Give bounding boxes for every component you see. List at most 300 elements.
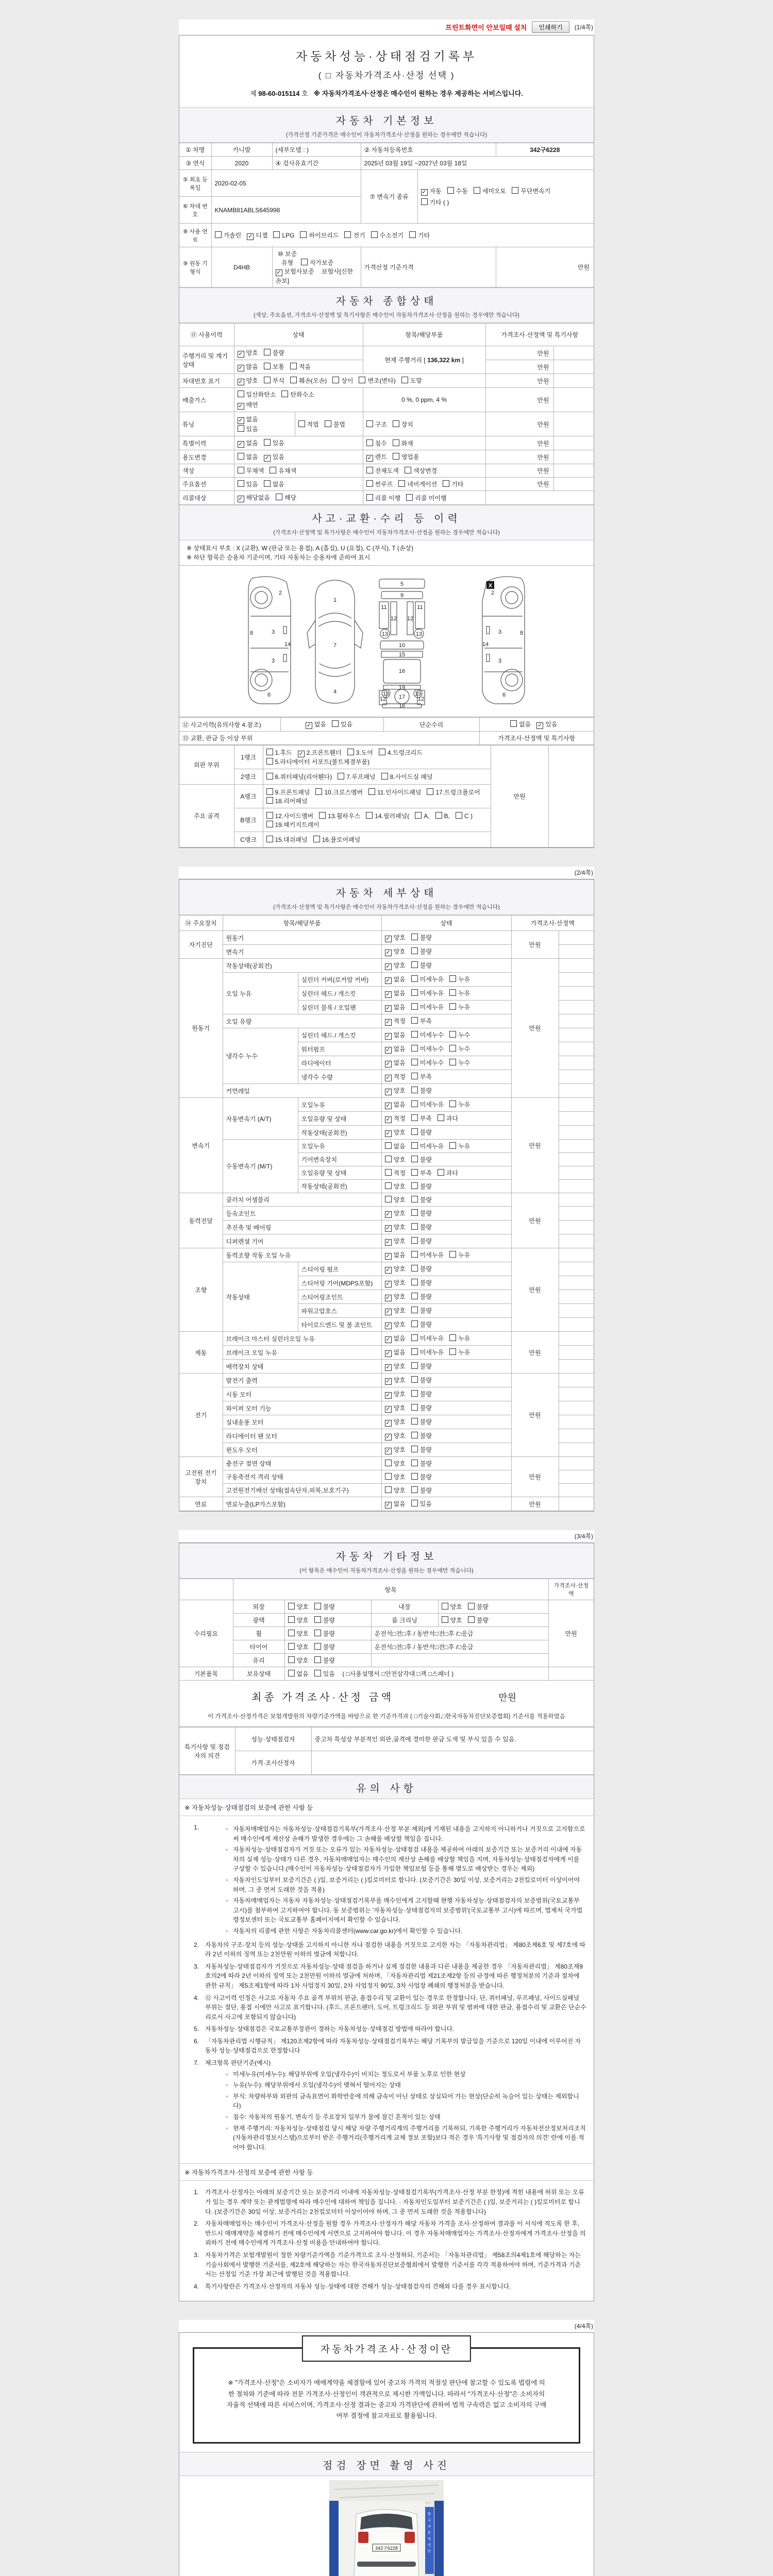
col-empty xyxy=(179,1579,233,1600)
field-inspection-label: ④ 검사유효기간 xyxy=(272,157,361,170)
checkbox-option xyxy=(385,947,406,956)
checkbox-icon xyxy=(385,1196,392,1202)
accident-history-table xyxy=(179,717,594,745)
checkbox-option xyxy=(447,187,468,195)
bullet-icon: ◦ xyxy=(226,1846,228,1854)
notice-item-text: 「자동차관리법 시행규칙」 제120조제2항에 따라 자동차성능·상태점검기록부는 해당 기록부의 발급일을 기준으로 120일 이내에 이루어진 자동차 성능·상태점검으로 한정합니다 xyxy=(205,2037,581,2055)
row-mileage-status2 xyxy=(234,360,363,374)
extra-cell xyxy=(559,1443,594,1457)
checkbox-option xyxy=(385,1195,406,1204)
notice-item-number: 1. xyxy=(194,2189,199,2196)
checkbox-label: 양호 xyxy=(393,1418,406,1426)
checkbox-label: 세미오토 xyxy=(482,188,507,195)
checkbox-label: 양호 xyxy=(393,1307,406,1314)
status-options xyxy=(381,1346,511,1360)
checkbox-label: 양호 xyxy=(393,1363,406,1370)
col-item: 항목/해당부품 xyxy=(223,916,381,931)
checkbox-checked-icon: ✓ xyxy=(385,1061,391,1067)
notice-sub-text: 부식: 차량하부와 외판의 금속표면이 화학반응에 의해 금속이 아닌 상태로 상실되어 가는 현상(단순히 녹슬어 있는 상태는 제외합니다) xyxy=(233,2092,579,2110)
checkbox-option xyxy=(385,1292,406,1301)
checkbox-icon xyxy=(366,494,373,501)
subitem-label: 실린더 커버(로커암 커버) xyxy=(298,973,381,987)
checkbox-option xyxy=(385,1486,406,1495)
checkbox-option xyxy=(393,439,413,448)
extra-cell xyxy=(559,1332,594,1346)
checkbox-checked-icon: ✓ xyxy=(385,1448,391,1454)
checkbox-icon xyxy=(456,812,462,819)
checkbox-option xyxy=(449,1348,470,1357)
checkbox-label: 불량 xyxy=(419,1279,432,1286)
checkbox-label: 부족 xyxy=(419,1018,432,1025)
col-price: 가격조사·산정액 xyxy=(511,916,594,931)
checkbox-label: 19.패키지트레이 xyxy=(275,821,320,828)
checkbox-option xyxy=(438,1168,458,1177)
extra-cell xyxy=(559,1276,594,1290)
checkbox-icon xyxy=(411,1045,418,1052)
checkbox-label: 해당없음 xyxy=(246,494,270,501)
extra-cell xyxy=(553,450,594,464)
notice-sub-item xyxy=(226,1824,586,1843)
row-polish-status xyxy=(284,1614,371,1627)
checkbox-option xyxy=(238,348,258,358)
checkbox-option xyxy=(385,1459,406,1468)
checkbox-option xyxy=(385,1128,406,1137)
checkbox-option xyxy=(411,1431,432,1440)
checkbox-label: 17.트렁크플로어 xyxy=(435,788,480,796)
checkbox-icon xyxy=(438,1114,444,1121)
checkbox-icon xyxy=(238,453,244,460)
checkbox-option xyxy=(411,1016,432,1025)
svg-text:3: 3 xyxy=(271,629,275,635)
checkbox-label: 기타 ( ) xyxy=(429,199,449,206)
checkbox-option xyxy=(238,438,258,448)
checkbox-icon xyxy=(273,231,280,238)
checkbox-option xyxy=(411,1236,432,1245)
checkbox-label: 불량 xyxy=(419,1432,432,1439)
checkbox-checked-icon: ✓ xyxy=(385,1033,391,1039)
checkbox-icon xyxy=(449,975,456,982)
checkbox-checked-icon: ✓ xyxy=(385,1225,391,1231)
checkbox-option xyxy=(385,1389,406,1399)
checkbox-label: 양호 xyxy=(296,1630,309,1637)
checkbox-option xyxy=(385,1250,406,1260)
item-label: 윈도우 모터 xyxy=(223,1443,381,1457)
checkbox-checked-icon: ✓ xyxy=(385,1089,391,1095)
other-info-table xyxy=(179,1579,594,1681)
final-price-label: 최종 가격조사·산정 금액 xyxy=(251,1692,394,1703)
checkbox-label: 불량 xyxy=(419,1238,432,1245)
checkbox-label: 없음 xyxy=(246,439,258,447)
rank2-label: 2랭크 xyxy=(234,769,263,785)
checkbox-option xyxy=(385,1142,406,1150)
row-tire-label: 타이어 xyxy=(233,1640,284,1654)
extra-cell xyxy=(553,478,594,491)
checkbox-icon xyxy=(411,1446,418,1452)
checkbox-label: 침수 xyxy=(375,439,387,447)
checkbox-label: 없음 xyxy=(393,990,406,997)
checkbox-icon xyxy=(366,467,373,473)
checkbox-icon xyxy=(449,1059,456,1065)
checkbox-label: 미세누유 xyxy=(419,1004,444,1011)
row-exchange-header: ⑬ 교환, 판금 등 이상 부위 xyxy=(179,732,479,745)
checkbox-icon xyxy=(238,391,244,397)
checkbox-option xyxy=(411,1499,432,1508)
item-label: 변속기 xyxy=(223,945,381,959)
checkbox-option xyxy=(449,1058,470,1067)
checkbox-option xyxy=(300,231,339,240)
checkbox-option xyxy=(266,757,370,766)
checkbox-checked-icon: ✓ xyxy=(276,269,281,276)
checkbox-option xyxy=(266,748,292,757)
status-options xyxy=(381,973,511,987)
checkbox-checked-icon: ✓ xyxy=(385,1103,391,1109)
checkbox-option xyxy=(385,1472,406,1481)
notice-item-number: 3. xyxy=(194,1962,199,1970)
status-options xyxy=(381,1140,511,1153)
checkbox-icon xyxy=(421,198,428,205)
row-mileage-value xyxy=(363,346,485,374)
checkbox-icon xyxy=(449,1031,456,1038)
extra-cell xyxy=(553,374,594,388)
section-subtitle: (가격조사·산정액 및 특기사항은 매수인이 자동차가격조사·산정을 원하는 경우에만 적습니다) xyxy=(273,530,500,536)
status-options xyxy=(381,931,511,945)
checkbox-option xyxy=(411,1250,444,1259)
extra-cell xyxy=(559,1429,594,1443)
row-mileage-status1 xyxy=(234,346,363,360)
detail-row xyxy=(179,1098,594,1112)
checkbox-option xyxy=(393,452,419,461)
checkbox-checked-icon: ✓ xyxy=(422,189,427,195)
subitem-label: 실린더 헤드 / 개스킷 xyxy=(298,987,381,1001)
checkbox-option xyxy=(385,1278,406,1287)
checkbox-icon xyxy=(332,377,339,383)
checkbox-label: 불량 xyxy=(419,1404,432,1412)
status-options xyxy=(381,1193,511,1207)
checkbox-label: 불량 xyxy=(419,1377,432,1384)
rank1-options xyxy=(263,745,491,769)
extra-cell xyxy=(559,1042,594,1056)
extra-cell xyxy=(559,1387,594,1401)
extra-cell xyxy=(559,1290,594,1304)
checkbox-icon xyxy=(411,1156,418,1162)
checkbox-option xyxy=(338,772,375,781)
checkbox-label: 없음 xyxy=(246,453,258,461)
checkbox-option xyxy=(276,493,296,502)
checkbox-label: 불량 xyxy=(419,1156,432,1163)
item-label: 고전원전기배선 상태(접속단자,피복,보호기구) xyxy=(223,1484,381,1497)
checkbox-label: 11.인사이드패널 xyxy=(377,788,422,796)
checkbox-option xyxy=(247,231,267,240)
item-label: 동력조향 작동 오일 누유 xyxy=(223,1248,381,1262)
state-code-legend xyxy=(179,540,594,566)
checkbox-icon xyxy=(411,1432,418,1438)
row-vin-mark-status xyxy=(234,374,485,388)
rankB-options xyxy=(263,808,491,832)
extra-cell xyxy=(559,1415,594,1429)
checkbox-label: 18.리어패널 xyxy=(275,797,308,805)
extra-cell xyxy=(559,1166,594,1180)
checkbox-icon xyxy=(385,1156,392,1162)
section-subtitle: (가격조사·산정액 및 특기사항은 매수인이 자동차가격조사·산정을 원하는 경우에만 적습니다) xyxy=(273,904,500,910)
checkbox-option xyxy=(238,376,258,385)
item-label: 충전구 절연 상태 xyxy=(223,1457,381,1470)
checkbox-option xyxy=(288,1602,309,1611)
checkbox-label: 양호 xyxy=(393,1210,406,1217)
checkbox-icon xyxy=(411,1182,418,1189)
notice-item-number: 2. xyxy=(194,2220,199,2228)
checkbox-label: 적음 xyxy=(298,363,311,370)
print-button[interactable]: 인쇄하기 xyxy=(532,21,569,33)
checkbox-icon xyxy=(411,1142,418,1149)
svg-text:17: 17 xyxy=(398,694,406,700)
checkbox-icon xyxy=(411,1196,418,1202)
row-glass-status xyxy=(284,1654,371,1667)
checkbox-label: 구조 xyxy=(375,420,387,428)
row-options-label: 주요옵션 xyxy=(179,478,234,491)
checkbox-option xyxy=(325,420,345,429)
field-transmission-options xyxy=(417,170,594,224)
checkbox-icon xyxy=(449,1334,456,1341)
checkbox-label: 양호 xyxy=(393,1156,406,1163)
checkbox-option xyxy=(393,420,413,429)
item-label: 와이퍼 모터 기능 xyxy=(223,1401,381,1415)
row-usage-change-items xyxy=(363,450,485,464)
checkbox-option xyxy=(449,1142,470,1150)
subitem-label: 파워고압호스 xyxy=(298,1304,381,1318)
checkbox-option xyxy=(411,1264,432,1273)
service-note: ※ 자동차가격조사·산정은 매수인이 원하는 경우 제공하는 서비스입니다. xyxy=(313,90,523,97)
checkbox-icon xyxy=(264,363,271,369)
checkbox-checked-icon: ✓ xyxy=(385,1392,391,1398)
row-interior-label: 내장 xyxy=(371,1600,438,1614)
field-fuel-label: ⑧ 사용 연료 xyxy=(179,224,211,247)
checkbox-icon xyxy=(264,377,271,383)
checkbox-option xyxy=(411,1142,444,1150)
checkbox-label: 과다 xyxy=(446,1170,459,1177)
svg-text:13: 13 xyxy=(382,691,390,697)
item-label: 작동상태 xyxy=(223,1262,298,1332)
checkbox-label: 훼손(오손) xyxy=(298,377,327,384)
checkbox-label: 불량 xyxy=(419,1418,432,1426)
checkbox-label: 불량 xyxy=(419,1293,432,1300)
status-options xyxy=(381,1387,511,1401)
checkbox-icon xyxy=(338,773,344,779)
checkbox-icon xyxy=(447,187,454,194)
checkbox-icon xyxy=(288,1616,295,1623)
notice-item-number: 4. xyxy=(194,1994,199,2002)
checkbox-label: 적정 xyxy=(393,1018,406,1025)
svg-text:10: 10 xyxy=(398,642,406,649)
bullet-icon: ◦ xyxy=(226,2070,228,2078)
price-cell: 만원 xyxy=(485,374,553,388)
checkbox-label: 없음 xyxy=(296,1670,309,1677)
checkbox-label: 미세누유 xyxy=(419,1335,444,1342)
checkbox-label: 양호 xyxy=(296,1643,309,1651)
svg-text:3: 3 xyxy=(498,658,502,664)
detail-row xyxy=(179,1374,594,1387)
checkbox-icon xyxy=(288,1603,295,1609)
checkbox-label: 불량 xyxy=(323,1630,335,1637)
checkbox-label: 양호 xyxy=(246,349,258,357)
price-cell: 만원 xyxy=(511,1374,559,1457)
item-label: 냉각수 누수 xyxy=(223,1028,298,1084)
car-diagram-image xyxy=(237,571,536,709)
checkbox-option xyxy=(385,1030,406,1040)
row-roomcleaning-label: 룸 크리닝 xyxy=(371,1614,438,1627)
checkbox-option xyxy=(288,1642,309,1651)
checkbox-checked-icon: ✓ xyxy=(238,417,243,423)
item-label: 브레이크 마스터 실린더오일 누유 xyxy=(223,1332,381,1346)
checkbox-option xyxy=(385,1403,406,1413)
checkbox-label: 무채색 xyxy=(246,467,264,474)
checkbox-label: 양호 xyxy=(393,1087,406,1094)
checkbox-icon xyxy=(347,749,354,755)
checkbox-option xyxy=(449,1334,470,1343)
checkbox-label: 양호 xyxy=(393,934,406,941)
checkbox-icon xyxy=(411,1100,418,1107)
checkbox-option xyxy=(512,187,550,195)
checkbox-icon xyxy=(344,231,351,238)
checkbox-option xyxy=(313,835,361,844)
toolbar xyxy=(179,20,594,35)
status-options xyxy=(381,1332,511,1346)
checkbox-label: 불량 xyxy=(419,1196,432,1204)
document-wrapper xyxy=(179,0,594,2576)
checkbox-icon xyxy=(270,467,276,473)
row-polish-label: 광택 xyxy=(233,1614,284,1627)
svg-text:동: 동 xyxy=(427,2531,431,2535)
notice-item-text: 자동차성능·상태점검자가 거짓으로 자동차성능·상태 점검을 하거나 실제 점검한 내용과 다른 내용을 제공한 경우 「자동차관리법」 제80조제9호의2에 따라 2년 이하의 징역 또는 2천만원 이하의 벌금에 처하며, 「자동차관리법 제21조제2항 등의 규정에 따른 행정처분의 기준과 절차에 관한 규칙」 제5조제1항에 따라 1차 사업정지 30일, 2차 사업정지 90일, 3차 사업장 폐쇄의 행정처분을 받습니다. xyxy=(205,1962,583,1989)
svg-text:11: 11 xyxy=(417,604,423,611)
checkbox-icon xyxy=(301,259,308,265)
notice-sub-item xyxy=(226,2070,586,2079)
checkbox-checked-icon: ✓ xyxy=(238,351,243,357)
checkbox-label: 과다 xyxy=(446,1115,459,1122)
checkbox-label: 있음 xyxy=(545,721,558,728)
checkbox-option xyxy=(409,231,430,240)
extra-cell xyxy=(559,1248,594,1262)
checkbox-label: 해당 xyxy=(284,494,297,501)
row-accident-history-status xyxy=(280,718,383,732)
appraisal-definition-text: ※ "가격조사·산정"은 소비자가 매매계약을 체결함에 있어 중고차 가격의 적절성 판단에 참고할 수 있도록 법령에 의한 절차와 기준에 따라 전문 가격조사·산정인이 객관적으로 제시한 가액입니다. 따라서 "가격조사·산정"은 소비자의 자율적 선택에 따른 서비스이며, 가격조사·산정 결과는 중고차 가격판단에 관하여 법적 구속력은 없고 소비자의 구매여부 결정에 참고자료로 활용됩니다. xyxy=(226,2379,547,2420)
checkbox-option xyxy=(411,1100,444,1109)
detail-row xyxy=(179,1193,594,1207)
checkbox-label: 양호 xyxy=(393,1129,406,1136)
checkbox-label: 없음 xyxy=(393,1031,406,1039)
checkbox-label: 누유 xyxy=(458,1143,470,1150)
checkbox-option xyxy=(385,1100,406,1109)
checkbox-label: 유채색 xyxy=(278,467,297,474)
checkbox-checked-icon: ✓ xyxy=(385,963,391,970)
detail-row xyxy=(179,1248,594,1262)
checkbox-label: 있음 xyxy=(419,1500,432,1507)
checkbox-label: 누유 xyxy=(458,1251,470,1259)
checkbox-label: 누수 xyxy=(458,1059,470,1066)
notice-item-text: ⑫ 사고이력 인정은 사고로 자동차 주요 골격 부위의 판금, 용접수리 및 교환이 있는 경우로 한정합니다. 단, 쿼터패널, 루프패널, 사이드실패널 부위는 절단, 용접 시에만 사고로 표기합니다. (후드, 프론트펜더, 도어, 트렁크리드 등 외판 부위 및 범퍼에 대한 판금, 용접수리 및 교환은 단순수리로서 사고에 포함되지 않습니다) xyxy=(205,1994,586,2021)
install-print-helper-link[interactable]: 프린트화면이 안보일때 설치 xyxy=(445,24,527,31)
checkbox-icon xyxy=(411,1059,418,1065)
checkbox-option xyxy=(366,811,409,820)
checkbox-option xyxy=(238,425,292,433)
doc-no: 98-60-015114 xyxy=(258,90,300,97)
row-tire-detail: 운전석□전□후 / 동반석□전□후 /□응급 xyxy=(371,1640,548,1654)
checkbox-icon xyxy=(411,1114,418,1121)
checkbox-icon xyxy=(411,1223,418,1230)
status-options xyxy=(381,1262,511,1276)
checkbox-checked-icon: ✓ xyxy=(385,1378,391,1384)
remarks-appraiser-text xyxy=(311,1751,594,1775)
checkbox-label: 3.도어 xyxy=(356,749,373,756)
checkbox-option xyxy=(359,376,395,385)
subitem-label: 실린더 블록 / 오일팬 xyxy=(298,1001,381,1014)
checkbox-label: 수동 xyxy=(456,188,468,195)
subitem-label: 라디에이터 xyxy=(298,1056,381,1070)
section-basic-info-header xyxy=(179,107,594,143)
checkbox-option xyxy=(371,231,404,240)
extra-cell xyxy=(559,1221,594,1234)
checkbox-label: 양호 xyxy=(393,1446,406,1453)
checkbox-checked-icon: ✓ xyxy=(385,1211,391,1217)
checkbox-option xyxy=(385,1334,406,1343)
panel-8-left: 8 xyxy=(249,630,254,636)
checkbox-label: 양호 xyxy=(393,1265,406,1273)
checkbox-option xyxy=(411,1030,444,1039)
checkbox-option xyxy=(411,1086,432,1095)
subitem-label: 워터펌프 xyxy=(298,1042,381,1056)
status-options xyxy=(381,1221,511,1234)
svg-text:12: 12 xyxy=(417,696,425,702)
checkbox-label: 누수 xyxy=(458,1045,470,1053)
section-accident-header xyxy=(179,505,594,540)
row-usage-change-status xyxy=(234,450,363,464)
checkbox-icon xyxy=(510,720,517,727)
checkbox-option xyxy=(264,480,284,488)
item-label: 연료누출(LP가스포함) xyxy=(223,1497,381,1511)
item-label: 구동축전지 격리 상태 xyxy=(223,1470,381,1484)
price-cell: 만원 xyxy=(485,360,553,374)
extra-cell xyxy=(559,1028,594,1042)
checkbox-icon xyxy=(314,1670,321,1676)
checkbox-option xyxy=(385,1348,406,1357)
price-cell: 만원 xyxy=(485,478,553,491)
svg-text:18: 18 xyxy=(399,703,405,709)
checkbox-checked-icon: ✓ xyxy=(385,1295,391,1301)
checkbox-checked-icon: ✓ xyxy=(385,1502,391,1508)
svg-text:한: 한 xyxy=(427,2513,431,2517)
checkbox-option xyxy=(398,480,437,488)
appraisal-definition-section xyxy=(179,2333,594,2452)
status-options xyxy=(381,1497,511,1511)
checkbox-icon xyxy=(449,1142,456,1149)
field-first-reg-value: 2020-02-05 xyxy=(211,170,361,197)
checkbox-icon xyxy=(300,231,307,238)
row-special-status xyxy=(234,436,363,450)
legend-note: ※ 하단 항목은 승용차 기준이며, 기타 자동차는 승용차에 준하여 표시 xyxy=(187,554,371,561)
bullet-icon: ◦ xyxy=(226,1876,228,1884)
checkbox-option xyxy=(385,989,406,998)
extra-cell xyxy=(553,360,594,374)
notice-item xyxy=(194,2250,586,2279)
checkbox-label: 미세누유 xyxy=(419,990,444,997)
checkbox-label: 부족 xyxy=(419,1073,432,1080)
rank-table xyxy=(179,745,594,848)
checkbox-checked-icon: ✓ xyxy=(306,722,311,728)
checkbox-icon xyxy=(325,420,331,427)
checkbox-option xyxy=(368,788,421,796)
subitem-label: 스티어링 펌프 xyxy=(298,1262,381,1276)
checkbox-option xyxy=(276,267,314,276)
checkbox-icon xyxy=(411,1376,418,1383)
